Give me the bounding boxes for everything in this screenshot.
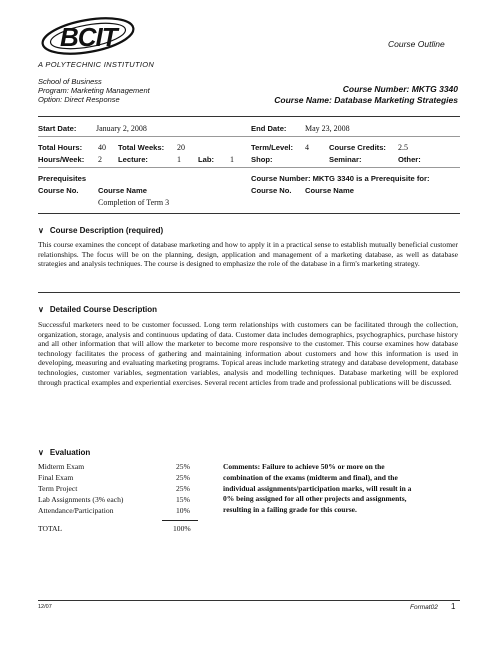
prereq-for-course-name-label: Course Name xyxy=(305,186,354,195)
evaluation-item-name: Term Project xyxy=(38,484,78,493)
comments-line: combination of the exams (midterm and final), and the xyxy=(223,472,398,482)
hours-week-label: Hours/Week: xyxy=(38,155,85,164)
evaluation-total-rule xyxy=(162,520,198,521)
lecture-label: Lecture: xyxy=(118,155,148,164)
evaluation-item-pct: 10% xyxy=(176,506,190,515)
course-name: Course Name: Database Marketing Strategies xyxy=(274,95,458,105)
divider xyxy=(38,167,460,168)
footer-left: 12/07 xyxy=(38,604,52,610)
page-number: 1 xyxy=(451,602,456,611)
credits-label: Course Credits: xyxy=(329,143,386,152)
prereq-course-no-label: Course No. xyxy=(38,186,79,195)
comments-line: Comments: Failure to achieve 50% or more on the xyxy=(223,462,385,471)
total-hours-label: Total Hours: xyxy=(38,143,83,152)
evaluation-item-name: Attendance/Participation xyxy=(38,506,114,515)
end-date-label: End Date: xyxy=(251,124,287,133)
chevron-down-icon: ∨ xyxy=(38,226,44,235)
term-label: Term/Level: xyxy=(251,143,294,152)
course-description-title: Course Description (required) xyxy=(49,226,164,235)
evaluation-total-value: 100% xyxy=(173,524,191,533)
evaluation-item-pct: 15% xyxy=(176,495,190,504)
prereq-for-course-no-label: Course No. xyxy=(251,186,292,195)
end-date-value: May 23, 2008 xyxy=(305,124,350,133)
detailed-description-text: Successful marketers need to be customer focussed. Long term relationships with customers can be facilitated through the collection, organization, storage, analysis and continuous updating of data. Customer data includes demographics, psychographics, purchase history and all other information that will allow the marketer to become more responsive to the customer. This course examines how database technology facilitates the process of gathering and maintaining information about customers and how this information is used in developing, measuring and evaluating marketing programs. Topical areas include marketing strategy and database development, database technologies, customer variables, segmentation variables, analysis and modelling techniques. Database marketing will be explored through practical examples and experiential exercises. Several recent articles from trade and professional publications will be discussed. xyxy=(38,320,458,387)
evaluation-item-pct: 25% xyxy=(176,484,190,493)
lab-value: 1 xyxy=(230,155,234,164)
evaluation-item xyxy=(38,495,123,504)
seminar-label: Seminar: xyxy=(329,155,362,164)
evaluation-item xyxy=(38,462,84,471)
evaluation-item-name: Final Exam xyxy=(38,473,74,482)
divider xyxy=(38,292,460,293)
evaluation-heading xyxy=(38,448,90,457)
course-description-heading xyxy=(38,226,163,235)
other-label: Other: xyxy=(398,155,421,164)
bcit-logo xyxy=(38,14,136,58)
evaluation-title: Evaluation xyxy=(49,448,91,457)
start-date-label: Start Date: xyxy=(38,124,77,133)
evaluation-item-name: Midterm Exam xyxy=(38,462,85,471)
prereq-item: Completion of Term 3 xyxy=(98,198,170,207)
hours-week-value: 2 xyxy=(98,155,102,164)
prereq-title: Prerequisites xyxy=(38,174,87,183)
evaluation-item-pct: 25% xyxy=(176,473,190,482)
shop-label: Shop: xyxy=(251,155,273,164)
prereq-for-title: Course Number: MKTG 3340 is a Prerequisite for: xyxy=(251,174,430,183)
evaluation-item-name: Lab Assignments (3% each) xyxy=(38,495,124,504)
evaluation-item xyxy=(38,484,77,493)
evaluation-comments xyxy=(223,462,411,516)
institution-tagline: A POLYTECHNIC INSTITUTION xyxy=(38,60,155,69)
total-weeks-value: 20 xyxy=(177,143,185,152)
option-name: Option: Direct Response xyxy=(38,95,120,104)
lab-label: Lab: xyxy=(198,155,215,164)
course-number: Course Number: MKTG 3340 xyxy=(342,84,458,94)
evaluation-total-label: TOTAL xyxy=(38,524,63,533)
chevron-down-icon: ∨ xyxy=(38,305,44,314)
footer-divider xyxy=(38,600,460,601)
total-weeks-label: Total Weeks: xyxy=(118,143,165,152)
course-description-text: This course examines the concept of database marketing and how to apply it in a practical sense to establish mutually beneficial customer relationships. The focus will be on the planning, design, application and management of a marketing database, as well as database strategies and analysis techniques. The course is designed to emphasize the role of the database in a firm's marketing strategy. xyxy=(38,240,458,269)
school-name: School of Business xyxy=(38,77,102,86)
chevron-down-icon: ∨ xyxy=(38,448,44,457)
footer-form: Format02 xyxy=(410,604,438,611)
comments-line: individual assignments/participation marks, will result in a xyxy=(223,483,412,493)
divider xyxy=(38,213,460,214)
prereq-course-name-label: Course Name xyxy=(98,186,147,195)
comments-line: 0% being assigned for all other projects and assignments, xyxy=(223,494,407,504)
divider xyxy=(38,136,460,137)
lecture-value: 1 xyxy=(177,155,181,164)
evaluation-item xyxy=(38,506,114,515)
total-hours-value: 40 xyxy=(98,143,106,152)
evaluation-item xyxy=(38,473,73,482)
detailed-description-heading xyxy=(38,305,157,314)
start-date-value: January 2, 2008 xyxy=(96,124,147,133)
comments-line: resulting in a failing grade for this course. xyxy=(223,505,357,515)
detailed-description-title: Detailed Course Description xyxy=(49,305,157,314)
term-value: 4 xyxy=(305,143,309,152)
divider xyxy=(38,116,460,117)
doc-type: Course Outline xyxy=(388,39,445,49)
credits-value: 2.5 xyxy=(398,143,408,152)
logo-text: BCIT xyxy=(60,22,117,52)
evaluation-item-pct: 25% xyxy=(176,462,190,471)
program-name: Program: Marketing Management xyxy=(38,86,150,95)
